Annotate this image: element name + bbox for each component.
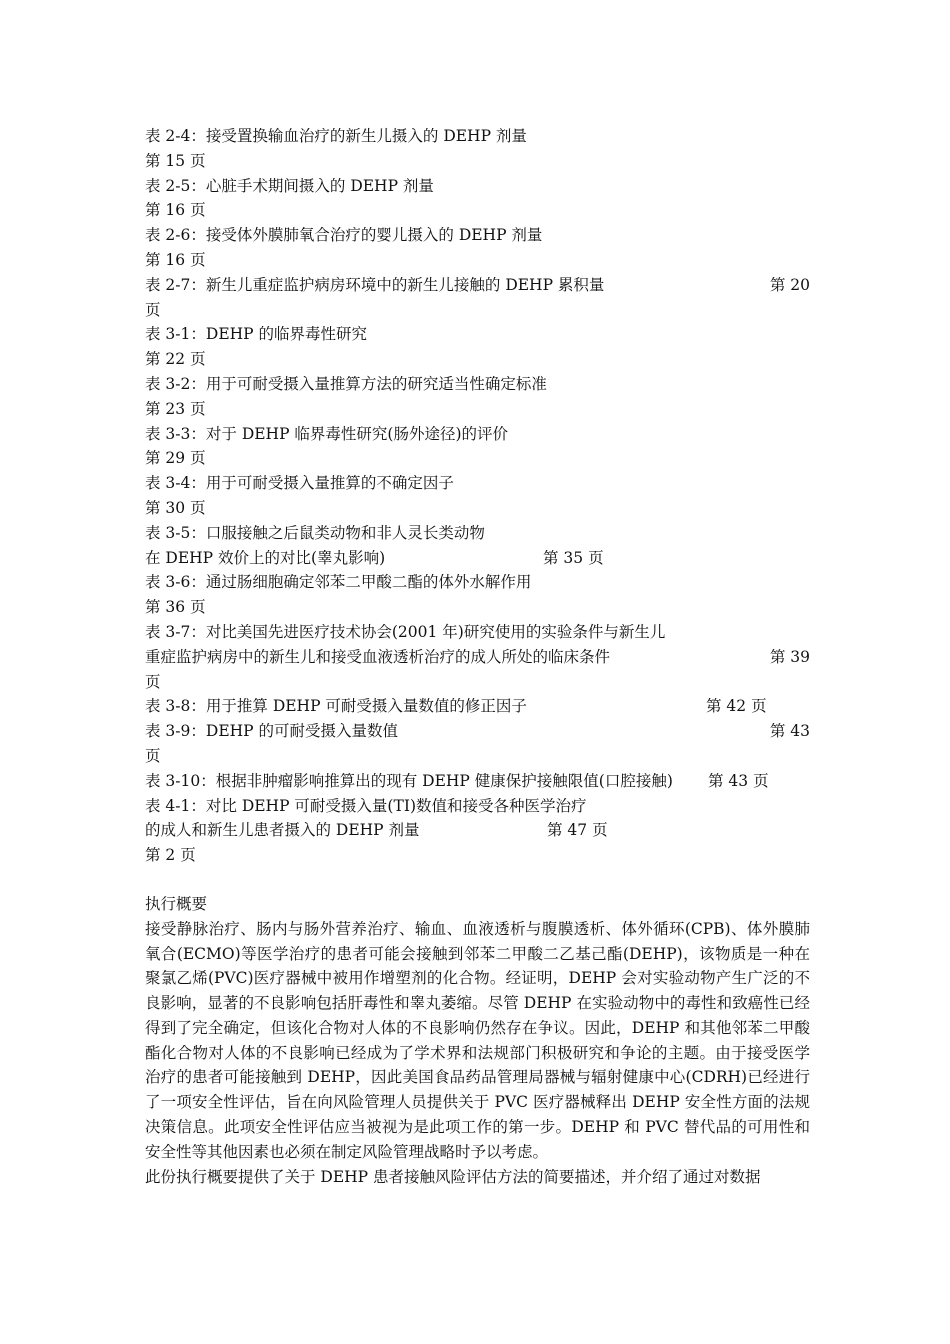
toc-entry-label: 表 3-10：根据非肿瘤影响推算出的现有 DEHP 健康保护接触限值(口腔接触) [145, 771, 673, 790]
page-footer: 第 2 页 [145, 846, 196, 865]
toc-entry-label: 表 3-6：通过肠细胞确定邻苯二甲酸二酯的体外水解作用 [145, 573, 532, 592]
summary-paragraph: 接受静脉治疗、肠内与肠外营养治疗、输血、血液透析与腹膜透析、体外循环(CPB)、体外膜肺氧合(ECMO)等医学治疗的患者可能会接触到邻苯二甲酸二乙基己酯(DEHP)，该物质是一种在聚氯乙烯(PVC)医疗器械中被用作增塑剂的化合物。经证明，DEHP 会对实验动物产生广泛的不良影响，显著的不良影响包括肝毒性和睾丸萎缩。尽管 DEHP 在实验动物中的毒性和致癌性已经得到了完全确定，但该化合物对人体的不良影响仍然存在争议。因此，DEHP 和其他邻苯二甲酸酯化合物对人体的不良影响已经成为了学术界和法规部门积极研究和争论的主题。由于接受医学治疗的患者可能接触到 DEHP，因此美国食品药品管理局器械与辐射健康中心(CDRH)已经进行了一项安全性评估，旨在向风险管理人员提供关于 PVC 医疗器械释出 DEHP 安全性方面的法规决策信息。此项安全性评估应当被视为是此项工作的第一步。DEHP 和 PVC 替代品的可用性和安全性等其他因素也必须在制定风险管理战略时予以考虑。 [145, 919, 810, 1161]
toc-entry-page: 第 16 页 [145, 250, 206, 269]
toc-entry-label: 表 3-5：口服接触之后鼠类动物和非人灵长类动物 [145, 523, 485, 542]
toc-entry-page: 第 43 [769, 722, 810, 741]
toc-entry-page: 第 23 页 [145, 399, 206, 418]
toc-entry-label: 表 2-7：新生儿重症监护病房环境中的新生儿接触的 DEHP 累积量 [145, 275, 605, 294]
toc-entry [145, 372, 810, 397]
toc-entry-label-cont: 的成人和新生儿患者摄入的 DEHP 剂量 [145, 821, 420, 840]
toc-entry-label: 表 2-6：接受体外膜肺氧合治疗的婴儿摄入的 DEHP 剂量 [145, 226, 543, 245]
document-page [145, 124, 810, 1189]
toc-entry-label: 表 4-1：对比 DEHP 可耐受摄入量(TI)数值和接受各种医学治疗 [145, 796, 587, 815]
toc-entry-page: 第 29 页 [145, 449, 206, 468]
executive-summary [145, 892, 810, 1190]
toc-entry-page: 第 42 页 [706, 697, 767, 716]
toc-entry-cont [145, 818, 810, 843]
toc-entry-page-cont: 页 [145, 746, 161, 765]
toc-entry-page: 第 47 页 [547, 821, 608, 840]
toc-entry-label: 表 2-5：心脏手术期间摄入的 DEHP 剂量 [145, 176, 434, 195]
toc-entry-page: 第 20 [769, 275, 810, 294]
toc-entry-page: 第 16 页 [145, 201, 206, 220]
toc-entry [145, 769, 810, 794]
toc-entry [145, 174, 810, 199]
toc-entry-page: 第 39 [769, 647, 810, 666]
toc-entry-cont [145, 645, 810, 670]
toc-entry-page-cont: 页 [145, 672, 161, 691]
toc-entry-label-cont: 重症监护病房中的新生儿和接受血液透析治疗的成人所处的临床条件 [145, 647, 611, 666]
toc-entry [145, 124, 810, 149]
toc-entry-label: 表 3-8：用于推算 DEHP 可耐受摄入量数值的修正因子 [145, 697, 527, 716]
toc-entry-page: 第 36 页 [145, 598, 206, 617]
toc-entry-label-cont: 在 DEHP 效价上的对比(睾丸影响) [145, 548, 386, 567]
toc-entry [145, 620, 810, 645]
spacer [145, 868, 810, 892]
toc-entry [145, 694, 810, 719]
toc-entry [145, 322, 810, 347]
toc-entry-label: 表 3-3：对于 DEHP 临界毒性研究(肠外途径)的评价 [145, 424, 509, 443]
toc-entry-cont [145, 546, 810, 571]
toc-entry-page: 第 15 页 [145, 151, 206, 170]
summary-paragraph: 此份执行概要提供了关于 DEHP 患者接触风险评估方法的简要描述，并介绍了通过对数据 [145, 1167, 761, 1186]
toc-entry-label: 表 3-4：用于可耐受摄入量推算的不确定因子 [145, 474, 454, 493]
section-heading: 执行概要 [145, 894, 208, 913]
toc-entry-page: 第 22 页 [145, 350, 206, 369]
toc-entry [145, 719, 810, 744]
toc-entry-label: 表 2-4：接受置换输血治疗的新生儿摄入的 DEHP 剂量 [145, 127, 527, 145]
table-of-tables [145, 124, 810, 868]
toc-entry [145, 521, 810, 546]
toc-entry [145, 273, 810, 298]
toc-entry-page-cont: 页 [145, 300, 161, 319]
toc-entry [145, 570, 810, 595]
toc-entry-page: 第 43 页 [708, 771, 769, 790]
toc-entry-page: 第 35 页 [543, 548, 604, 567]
toc-entry [145, 422, 810, 447]
toc-entry-page: 第 30 页 [145, 498, 206, 517]
toc-entry-label: 表 3-1：DEHP 的临界毒性研究 [145, 325, 368, 344]
toc-entry [145, 794, 810, 819]
toc-entry-label: 表 3-7：对比美国先进医疗技术协会(2001 年)研究使用的实验条件与新生儿 [145, 622, 666, 641]
toc-entry-label: 表 3-2：用于可耐受摄入量推算方法的研究适当性确定标准 [145, 374, 547, 393]
toc-entry-label: 表 3-9：DEHP 的可耐受摄入量数值 [145, 722, 399, 741]
toc-entry [145, 223, 810, 248]
toc-entry [145, 471, 810, 496]
